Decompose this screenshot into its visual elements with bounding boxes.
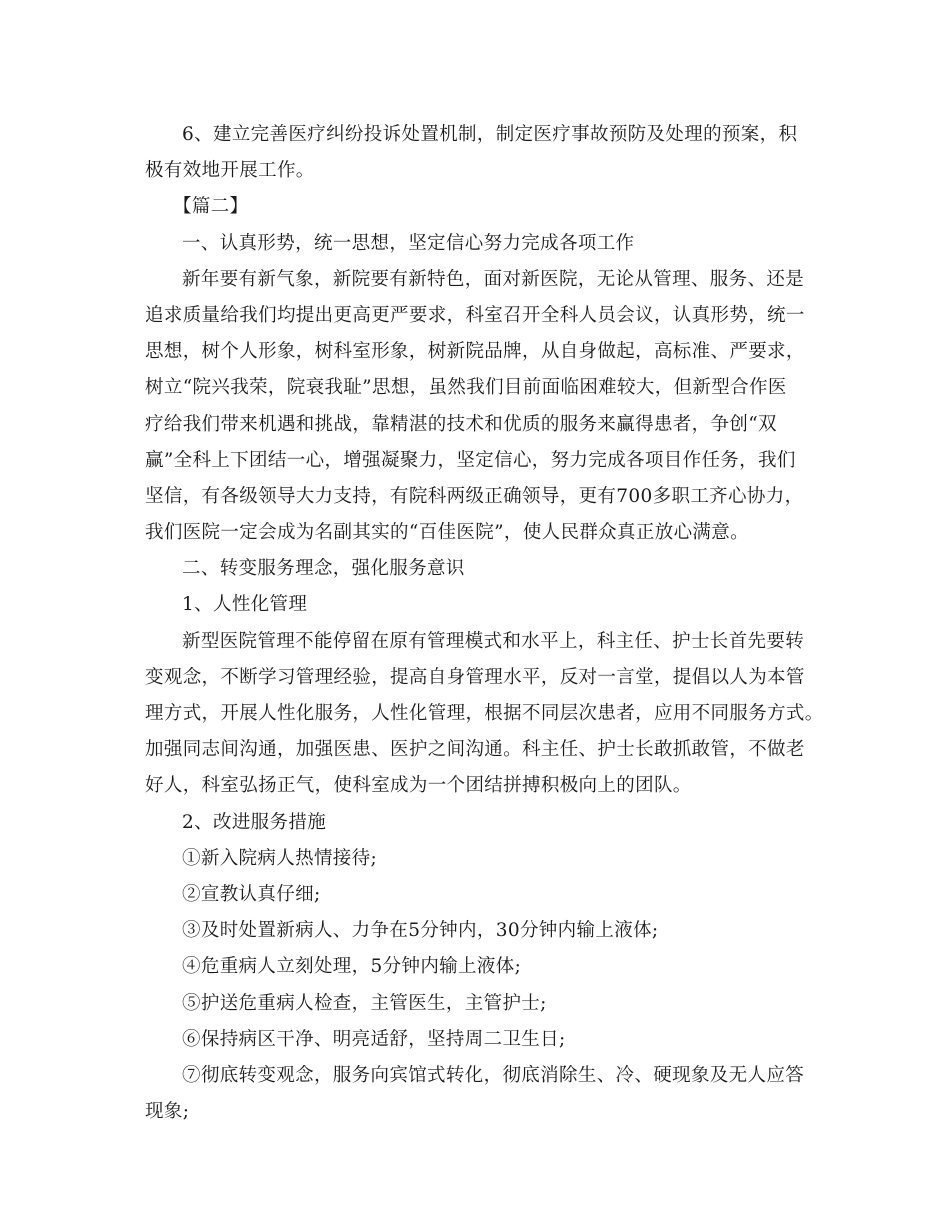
text-line: 好人，科室弘扬正气，使科室成为一个团结拼搏积极向上的团队。	[145, 775, 692, 797]
text-line: 我们医院一定会成为名副其实的“百佳医院”，使人民群众真正放心满意。	[145, 522, 749, 544]
text-line: ⑦彻底转变观念，服务向宾馆式转化，彻底消除生、冷、硬现象及无人应答	[182, 1064, 805, 1086]
text-line: 一、认真形势，统一思想，坚定信心努力完成各项工作	[182, 232, 635, 254]
section-heading: 【篇二】	[173, 196, 249, 218]
text-line: 现象;	[145, 1101, 190, 1123]
text-line: 疗给我们带来机遇和挑战，靠精湛的技术和优质的服务来赢得患者，争创“双	[145, 413, 777, 435]
text-line: 树立“院兴我荣，院衰我耻”思想，虽然我们目前面临困难较大，但新型合作医	[145, 377, 787, 399]
text-line: 新年要有新气象，新院要有新特色，面对新医院，无论从管理、服务、还是	[182, 268, 805, 290]
text-line: 1、人性化管理	[182, 594, 308, 616]
text-line: 赢”全科上下团结一心，增强凝聚力，坚定信心，努力完成各项目作任务，我们	[145, 449, 796, 471]
text-line: 追求质量给我们均提出更高更严要求，科室召开全科人员会议，认真形势，统一	[145, 304, 805, 326]
text-line: 坚信，有各级领导大力支持，有院科两级正确领导，更有700多职工齐心协力，	[145, 485, 804, 507]
text-line: 2、改进服务措施	[182, 811, 327, 833]
document-body	[145, 117, 825, 1130]
text-line: 加强同志间沟通，加强医患、医护之间沟通。科主任、护士长敢抓敢管，不做老	[145, 739, 805, 761]
text-line: 新型医院管理不能停留在原有管理模式和水平上，科主任、护士长首先要转	[182, 630, 805, 652]
text-line: 思想，树个人形象，树科室形象，树新院品牌，从自身做起，高标准、严要求，	[145, 341, 805, 363]
text-line: 变观念，不断学习管理经验，提高自身管理水平，反对一言堂，提倡以人为本管	[145, 666, 805, 688]
text-line: ③及时处置新病人、力争在5分钟内，30分钟内输上液体;	[182, 920, 659, 942]
text-line: 6、建立完善医疗纠纷投诉处置机制，制定医疗事故预防及处理的预案，积	[182, 124, 798, 145]
text-line: 极有效地开展工作。	[145, 160, 315, 182]
text-line: ⑥保持病区干净、明亮适舒，坚持周二卫生日;	[182, 1028, 566, 1050]
text-line: ②宣教认真仔细;	[182, 883, 321, 905]
text-line: ④危重病人立刻处理，5分钟内输上液体;	[182, 956, 522, 978]
text-line: ①新入院病人热情接待;	[182, 847, 378, 869]
text-line: 二、转变服务理念，强化服务意识	[182, 558, 465, 580]
text-line: ⑤护送危重病人检查，主管医生，主管护士;	[182, 992, 547, 1014]
text-line: 理方式，开展人性化服务，人性化管理，根据不同层次患者，应用不同服务方式。	[145, 703, 824, 724]
